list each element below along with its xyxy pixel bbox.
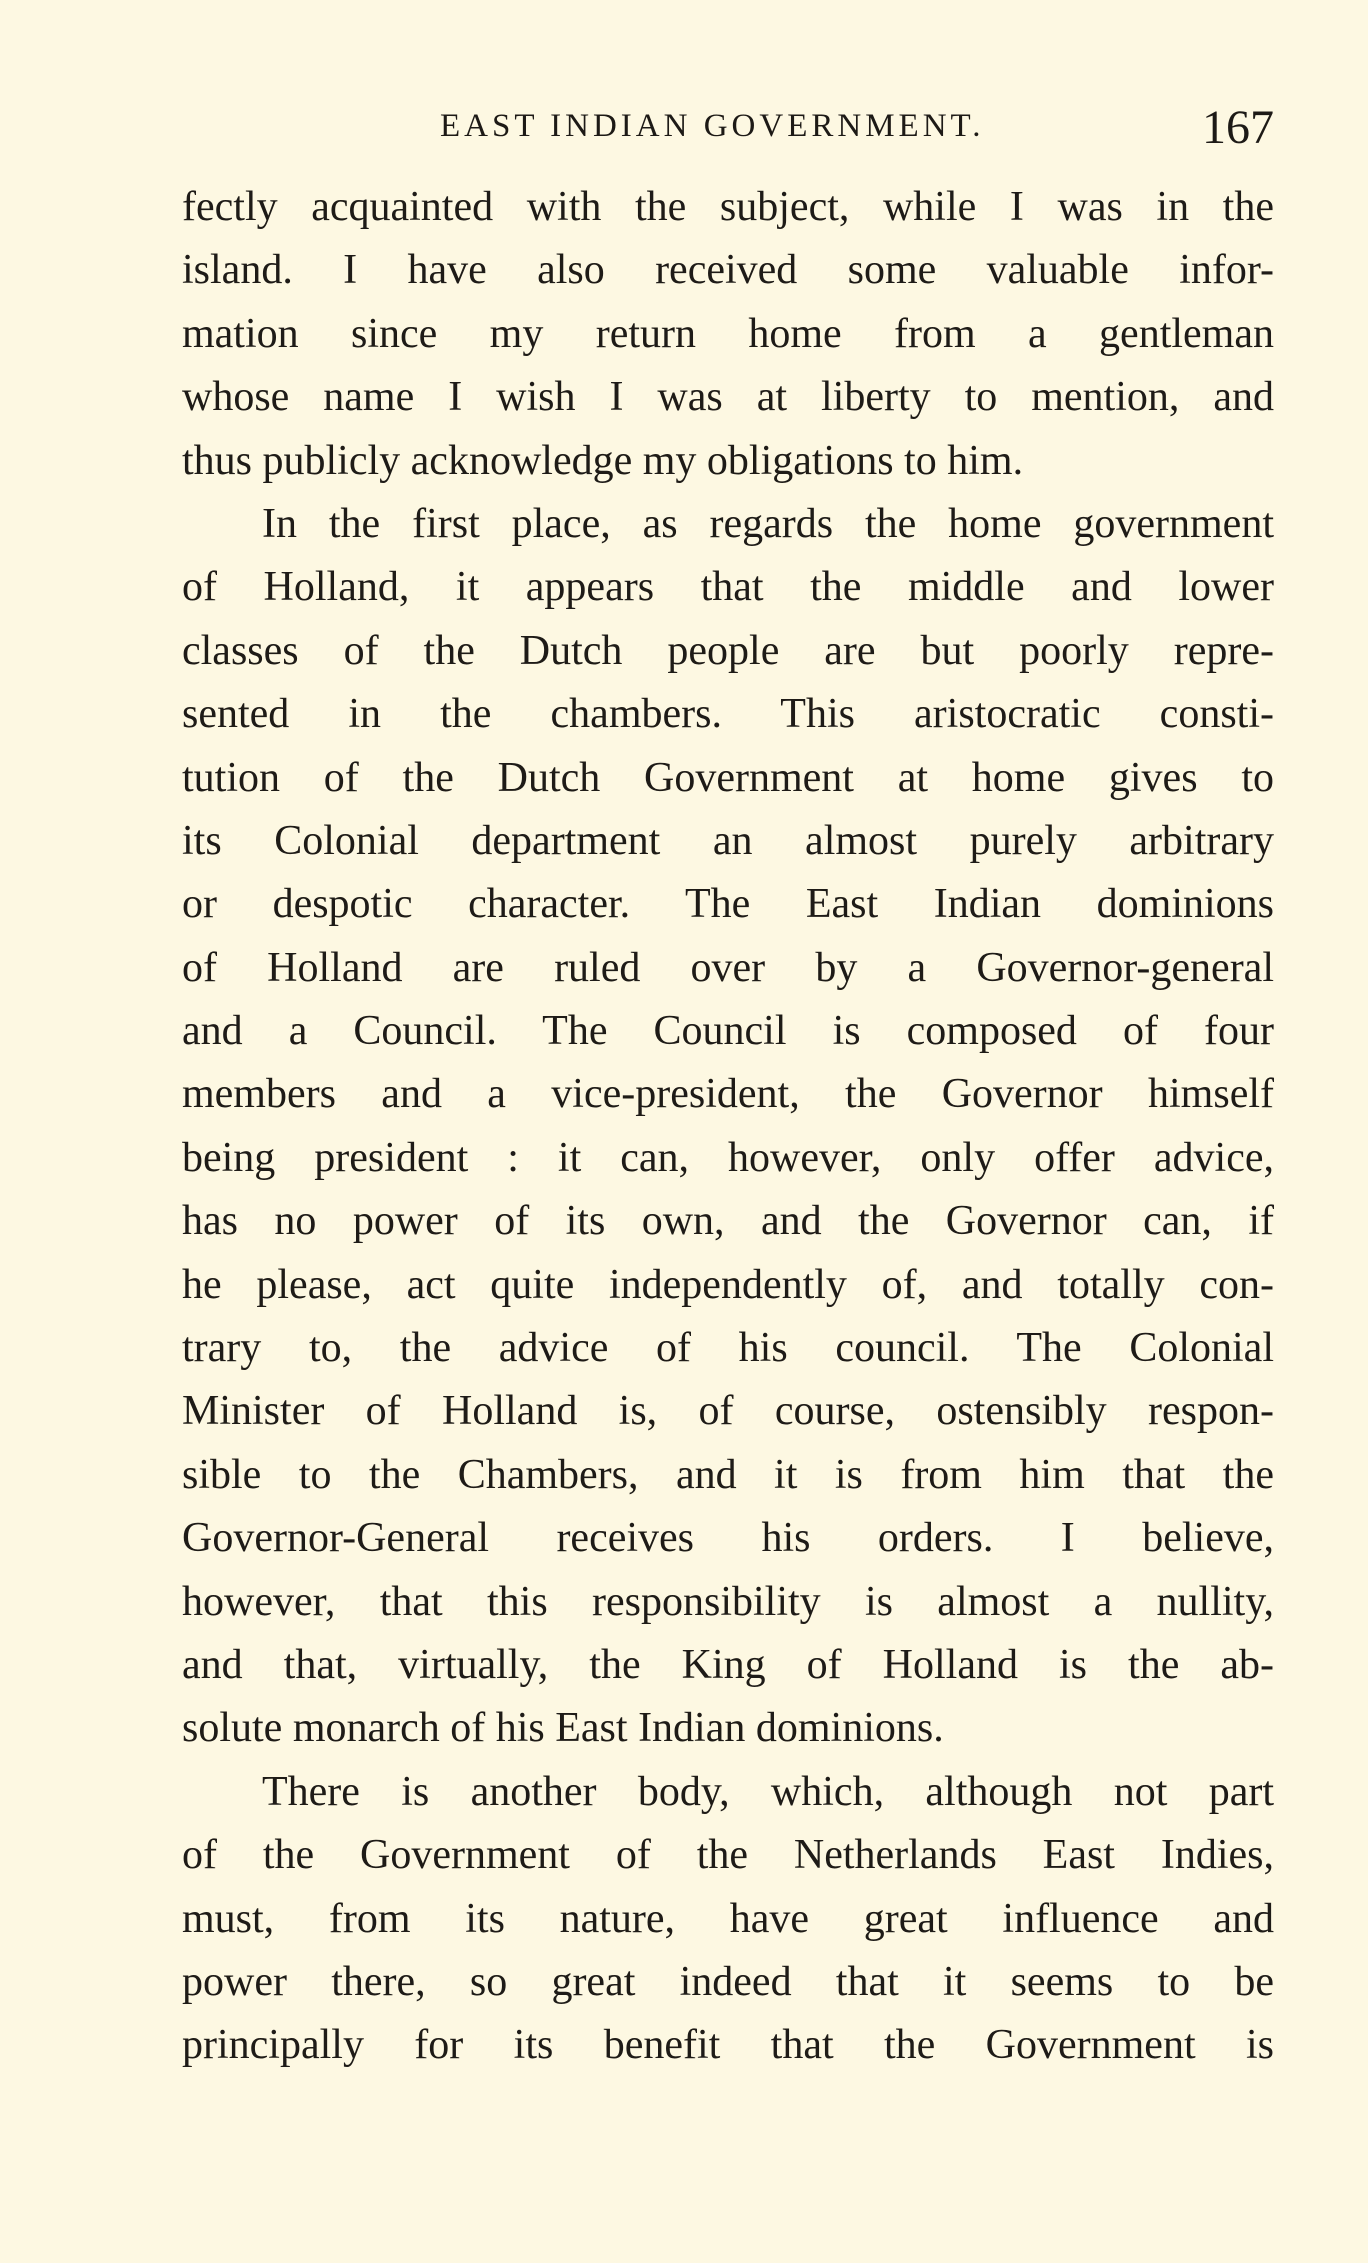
text-line: members and a vice-president, the Governor himself [182,1071,1274,1118]
text-line: being president : it can, however, only offer advice, [182,1134,1274,1181]
body-text [182,176,1274,2078]
text-line: Minister of Holland is, of course, ostensibly respon- [182,1388,1274,1435]
text-line: and that, virtually, the King of Holland is the ab- [182,1641,1274,1688]
text-line: whose name I wish I was at liberty to mention, and [182,374,1274,421]
text-line: its Colonial department an almost purely arbitrary [182,817,1274,864]
text-line: sented in the chambers. This aristocratic consti- [182,691,1274,738]
page-header [186,100,1274,160]
text-line: power there, so great indeed that it seems to be [182,1958,1274,2005]
text-line: tution of the Dutch Government at home gives to [182,754,1274,801]
text-line: sible to the Chambers, and it is from him that the [182,1451,1274,1498]
page-number: 167 [1202,101,1274,154]
text-line: island. I have also received some valuable infor- [182,247,1274,294]
text-line: solute monarch of his East Indian dominions. [182,1705,944,1752]
text-line: mation since my return home from a gentleman [182,310,1274,357]
text-line: of the Government of the Netherlands East Indies, [182,1832,1274,1879]
text-line: of Holland, it appears that the middle and lower [182,564,1274,611]
text-line: and a Council. The Council is composed of four [182,1008,1274,1055]
text-line: fectly acquainted with the subject, while I was in the [182,184,1274,230]
text-line: trary to, the advice of his council. The Colonial [182,1325,1274,1372]
text-line: he please, act quite independently of, and totally con- [182,1261,1274,1308]
running-head: EAST INDIAN GOVERNMENT. [440,108,985,144]
text-line: however, that this responsibility is almost a nullity, [182,1578,1274,1625]
text-line: of Holland are ruled over by a Governor-general [182,944,1274,991]
text-line: has no power of its own, and the Governor can, if [182,1198,1274,1245]
text-line: thus publicly acknowledge my obligations to him. [182,437,1024,484]
text-line: In the first place, as regards the home government [262,500,1274,547]
text-line: There is another body, which, although not part [262,1768,1274,1815]
text-line: Governor-General receives his orders. I believe, [182,1515,1274,1562]
text-line: must, from its nature, have great influence and [182,1895,1274,1942]
text-line: classes of the Dutch people are but poorly repre- [182,627,1274,674]
text-line: or despotic character. The East Indian dominions [182,881,1274,928]
text-line: principally for its benefit that the Government is [182,2022,1274,2069]
